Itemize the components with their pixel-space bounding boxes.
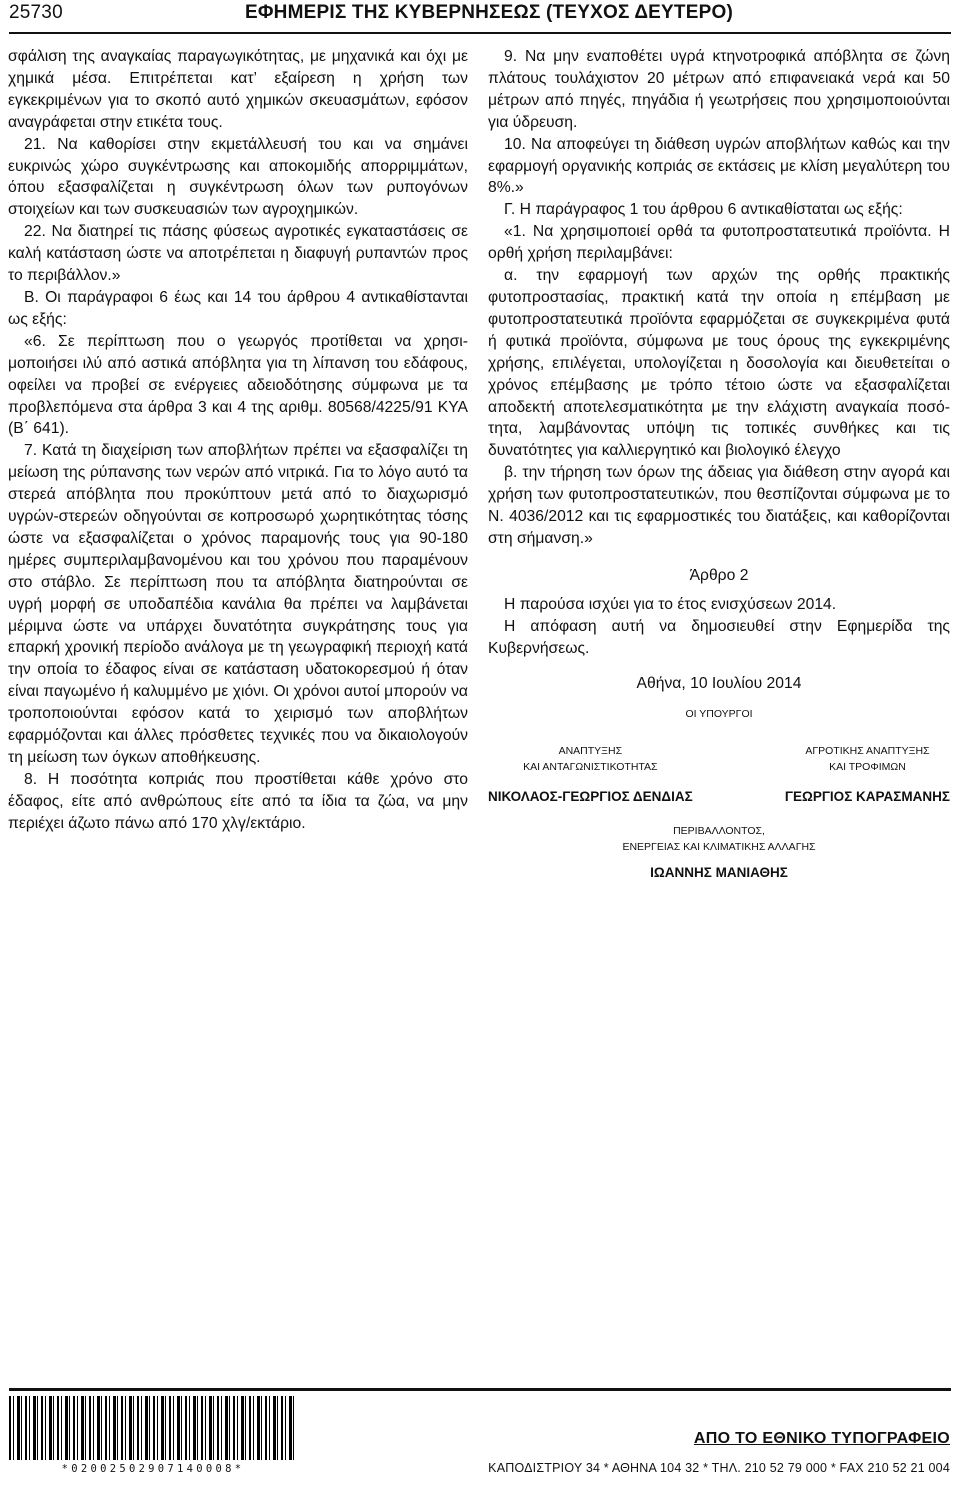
paragraph: β. την τήρηση των όρων της άδειας για διάθεση στην αγορά και χρήση των φυτοπροστατευτικών, που θεσπίζονται σύμφωνα με το Ν. 4036/2012 και τις εφαρμοστικές του διατάξεις, και καθορίζονται στη σήμανση.» xyxy=(488,464,950,547)
printer-name: ΑΠΟ ΤΟ ΕΘΝΙΚΟ ΤΥΠΟΓΡΑΦΕΙΟ xyxy=(693,1430,950,1447)
paragraph: 22. Να διατηρεί τις πάσης φύσεως αγροτικές εγκαταστάσεις σε καλή κατάσταση ώστε να αποτρέπεται η διαφυγή ρυπαντών προς το περιβάλλον.» xyxy=(8,223,468,285)
paragraph: 10. Να αποφεύγει τη διάθεση υγρών αποβλήτων καθώς και την εφαρμογή οργανικής κοπριάς σε εκτάσεις με κλίση μεγαλύτερη του 8%.» xyxy=(488,135,950,197)
ministry-line: ΑΝΑΠΤΥΞΗΣ xyxy=(558,745,623,758)
gazette-title: ΕΦΗΜΕΡΙΣ ΤΗΣ ΚΥΒΕΡΝΗΣΕΩΣ (ΤΕΥΧΟΣ ΔΕΥΤΕΡΟ) xyxy=(245,2,733,23)
ministry-line: ΕΝΕΡΓΕΙΑΣ ΚΑΙ ΚΛΙΜΑΤΙΚΗΣ ΑΛΛΑΓΗΣ xyxy=(622,841,816,854)
paragraph: Η παρούσα ισχύει για το έτος ενισχύσεων 2014. xyxy=(504,595,837,613)
paragraph: «1. Να χρησιμοποιεί ορθά τα φυτοπροστατευτικά προϊόντα. Η ορθή χρήση περιλαμβάνει: xyxy=(488,223,950,263)
barcode-number: *02002502907140008* xyxy=(61,1463,245,1475)
ministers-heading: ΟΙ ΥΠΟΥΡΓΟΙ xyxy=(685,708,753,721)
paragraph: σφάλιση της αναγκαίας παραγωγικότητας, με μηχανικά και όχι με χημικά μέσα. Επιτρέπεται κατ’ εξαίρεση η χρήση των εγκεκριμένων για το σκοπό αυτό χημικών σκευασμάτων, εφόσον αναγράφεται στην ετικέτα τους. xyxy=(8,48,468,131)
printer-address: ΚΑΠΟΔΙΣΤΡΙΟΥ 34 * ΑΘΗΝΑ 104 32 * ΤΗΛ. 210 52 79 000 * FAX 210 52 21 004 xyxy=(488,1461,950,1475)
ministry-line: ΚΑΙ ΑΝΤΑΓΩΝΙΣΤΙΚΟΤΗΤΑΣ xyxy=(523,761,658,774)
paragraph: 8. Η ποσότητα κοπριάς που προστίθεται κάθε χρόνο στο έδαφος, είτε από ανθρώπους είτε από τα ίδια τα ζώα, να μην περιέχει άζωτο πάνω από 170 χλγ/εκτάριο. xyxy=(8,770,468,832)
paragraph: Η απόφαση αυτή να δημοσιευθεί στην Εφημερίδα της Κυβερνήσεως. xyxy=(488,617,950,657)
signature-block-agriculture xyxy=(785,743,950,807)
paragraph: Γ. Η παράγραφος 1 του άρθρου 6 αντικαθίσταται ως εξής: xyxy=(504,201,903,219)
paragraph: «6. Σε περίπτωση που ο γεωργός προτίθεται να χρησιμοποιήσει ιλύ από αστικά απόβλητα για τη λίπανση του εδάφους, οφείλει να προβεί σε ενέργειες αδειοδότησης σύμφωνα με τα προβλεπόμενα στα άρθρα 3 και 4 της αριθμ. 80568/4225/91 ΚΥΑ (Β΄ 641). xyxy=(8,332,468,438)
paragraph: 21. Να καθορίσει στην εκμετάλλευσή του και να σημάνει ευκρινώς χώρο συγκέντρωσης και αποκομιδής απορριμμάτων, όπου εξασφαλίζεται η συγκέντρωση όλων των ρυπογόνων στοιχείων και των συσκευασιών των αγροχημικών. xyxy=(8,135,468,219)
page-number: 25730 xyxy=(9,2,63,23)
signature-block-environment xyxy=(488,823,950,883)
right-column xyxy=(488,46,950,883)
signature-row xyxy=(488,743,950,807)
paragraph: α. την εφαρμογή των αρχών της ορθής πρακτικής φυτοπροστασίας, πρακτική κατά την οποία η επέμβαση με φυτοπροστατευτικά προϊόντα εφαρμόζεται σε συγκεκριμένα φυτά ή φυτικά προϊόντα, σύμφωνα με τους όρους της εγκεκριμένης χρήσης, επιλέγεται, υπολογίζεται η δοσολογία και διευθετείται ο χρόνος επέμβασης με τρόπο τέτοιο ώστε να εξασφαλίζεται αποδεκτή αποτελεσματικότητα με την ελάχιστη αναγκαία ποσότητα, λαμβάνοντας υπόψη τις τοπικές συνθήκες και τις δυνατότητες για καλλιεργητικό και βιολογικό έλεγχο xyxy=(488,267,950,460)
paragraph: 7. Κατά τη διαχείριση των αποβλήτων πρέπει να εξασφαλίζει τη μείωση της ρύπανσης των νερών από νιτρικά. Για το λόγο αυτό τα στερεά απόβλητα που προκύπτουν μετά από το διαχωρισμό υγρών-στερεών οδηγούνται σε κοπροσωρό χωρητικότητας τόσης ώστε να εξασφαλίζεται ο χρόνος παραμονής τους για 90-180 ημέρες συμπεριλαμβανομένου και του χρόνου που παραμένουν στο στάβλο. Σε περίπτωση που τα απόβλητα διατηρούνται σε υγρή μορφή σε υποδαπέδια κανάλια θα πρέπει να λαμβάνεται μέριμνα ώστε να υπάρχει δυνατότητα συγκράτησης τους για επαρκή χρονική περίοδο ανάλογα με τη γεωγραφική περιοχή κατά την οποία το έδαφος είναι σε κατάσταση υδατοκορεσμού ή όταν είναι παγωμένο ή καλυμμένο με χιόνι. Οι χρόνοι αυτοί μπορούν να τροποποιούνται εφόσον κατά το χειρισμό των αποβλήτων εφαρμόζονται και άλλες πρόσθετες τεχνικές που να δικαιολογούν τη μείωση των όγκων αποθήκευσης. xyxy=(8,442,468,766)
barcode xyxy=(9,1396,297,1460)
ministry-line: ΚΑΙ ΤΡΟΦΙΜΩΝ xyxy=(829,761,906,774)
ministry-line: ΠΕΡΙΒΑΛΛΟΝΤΟΣ, xyxy=(673,825,765,838)
paragraph: Β. Οι παράγραφοι 6 έως και 14 του άρθρου 4 αντικαθίστανται ως εξής: xyxy=(8,288,468,328)
page-header xyxy=(9,2,951,28)
date-line: Αθήνα, 10 Ιουλίου 2014 xyxy=(636,675,802,693)
left-column xyxy=(8,46,468,835)
signature-block-development xyxy=(488,743,693,807)
minister-name: ΙΩΑΝΝΗΣ ΜΑΝΙΑΘΗΣ xyxy=(650,865,788,881)
minister-name: ΝΙΚΟΛΑΟΣ-ΓΕΩΡΓΙΟΣ ΔΕΝΔΙΑΣ xyxy=(488,789,693,805)
header-divider xyxy=(9,32,951,34)
minister-name: ΓΕΩΡΓΙΟΣ ΚΑΡΑΣΜΑΝΗΣ xyxy=(784,789,950,805)
ministry-line: ΑΓΡΟΤΙΚΗΣ ΑΝΑΠΤΥΞΗΣ xyxy=(805,745,930,758)
article-heading: Άρθρο 2 xyxy=(689,566,749,584)
footer-divider xyxy=(9,1388,951,1391)
paragraph: 9. Να μην εναποθέτει υγρά κτηνοτροφικά απόβλητα σε ζώνη πλάτους τουλάχιστον 20 μέτρων από επιφανειακά νερά και 50 μέτρων από πηγές, πηγάδια ή γεωτρήσεις που χρησιμοποιούνται για ύδρευση. xyxy=(488,48,950,131)
